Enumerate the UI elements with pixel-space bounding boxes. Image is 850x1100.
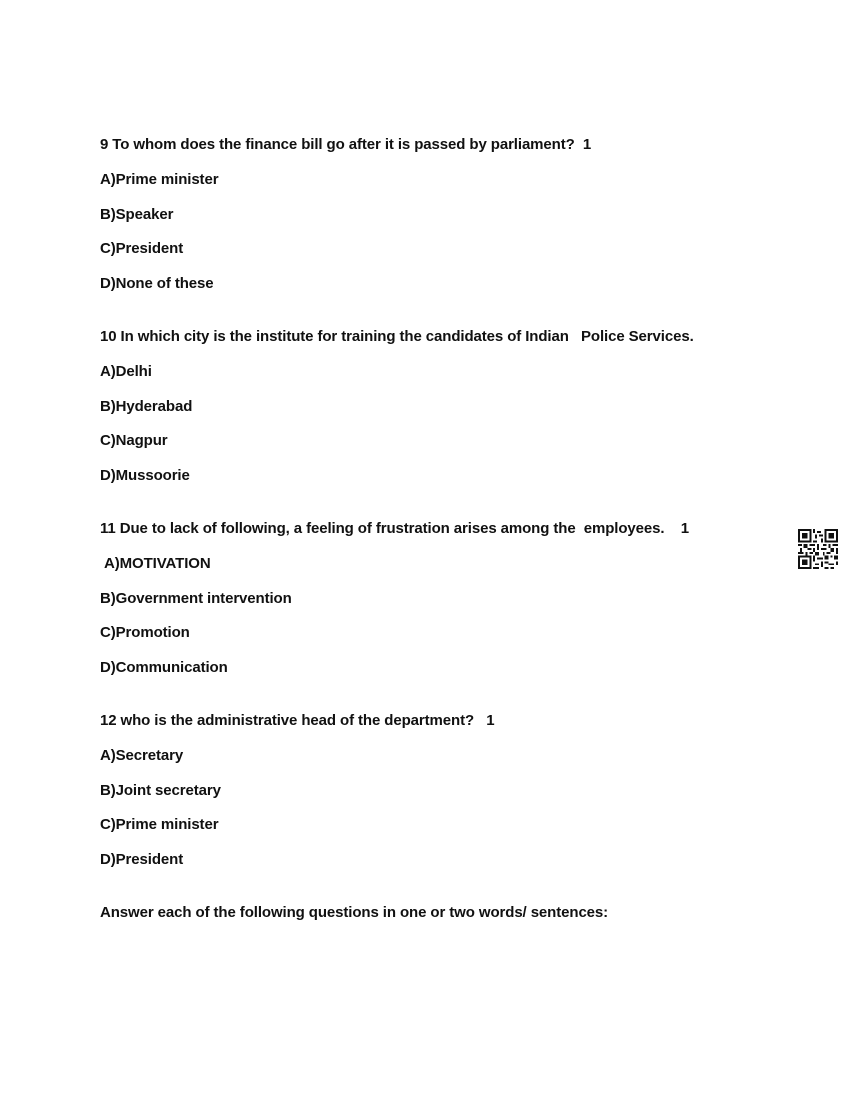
option-c: C)Nagpur [100,432,168,450]
option-c: C)Promotion [100,624,190,642]
option-b: B)Joint secretary [100,781,221,799]
question-block-12 [100,712,790,869]
option-d: D)Mussoorie [100,467,190,485]
option-a: A)Delhi [100,362,152,380]
option-c: C)President [100,240,184,258]
option-d: D)Communication [100,659,228,677]
question-block-10 [100,328,790,485]
qr-code-icon [798,529,838,569]
option-b: B)Hyderabad [100,397,193,415]
option-c: C)Prime minister [100,816,219,834]
question-block-11 [100,520,790,677]
option-a: A)Prime minister [100,170,219,188]
option-b: B)Speaker [100,205,174,223]
option-b: B)Government intervention [100,589,292,607]
question-list [100,136,790,939]
question-text: 10 In which city is the institute for training the candidates of Indian Police Services. [100,327,694,345]
option-a: A)Secretary [100,746,184,764]
question-block-9 [100,136,790,293]
option-d: D)None of these [100,275,214,293]
question-text: 11 Due to lack of following, a feeling of frustration arises among the employees. 1 [100,519,689,537]
question-text: 12 who is the administrative head of the department? 1 [100,711,495,729]
option-d: D)President [100,851,184,869]
section-instruction: Answer each of the following questions in one or two words/ sentences: [100,903,609,921]
question-text: 9 To whom does the finance bill go after it is passed by parliament? 1 [100,136,592,153]
option-a: A)MOTIVATION [104,554,211,572]
